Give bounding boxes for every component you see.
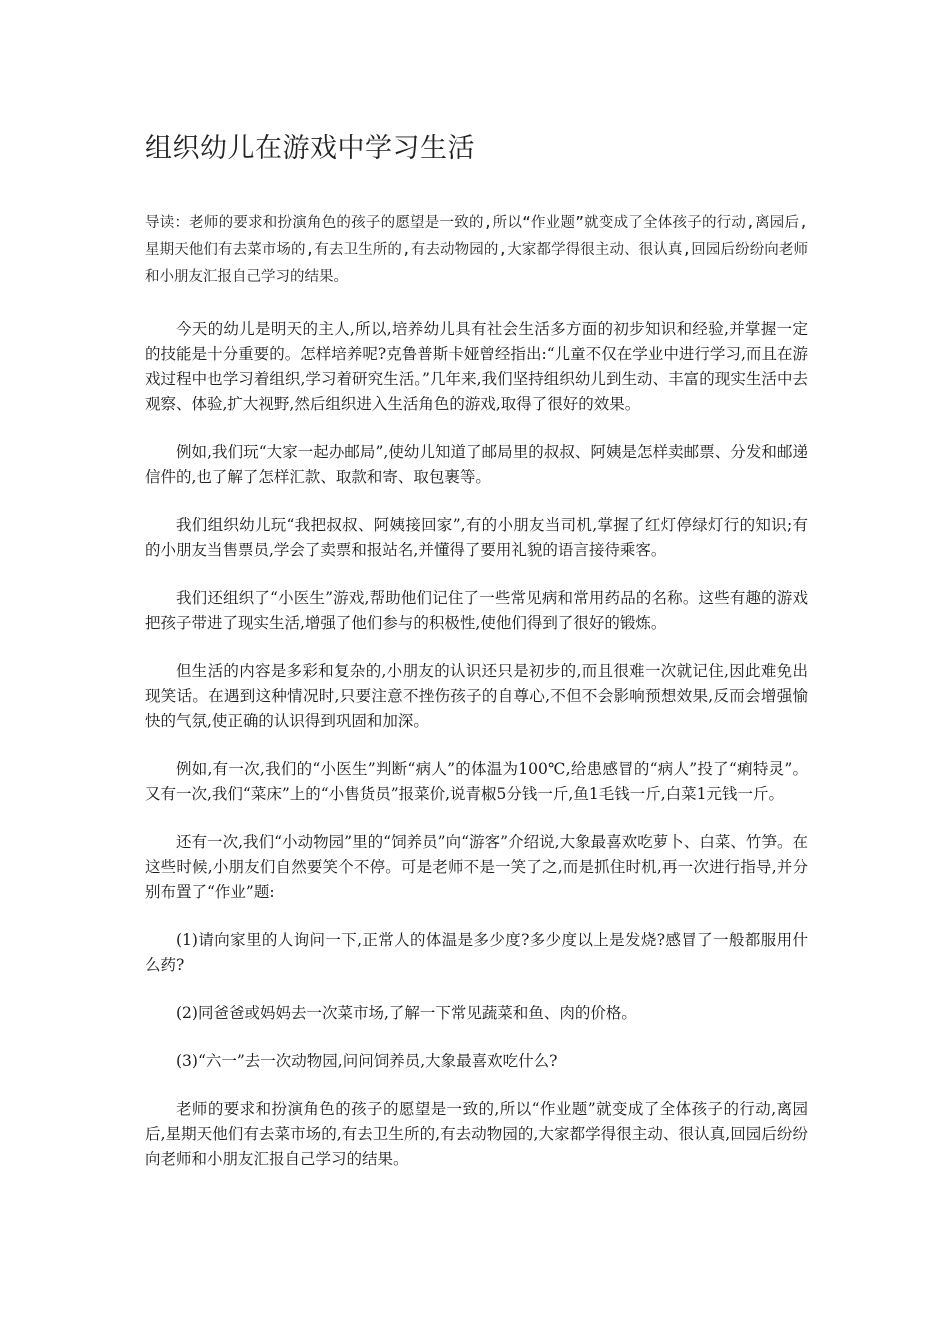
body-paragraph-6: 例如,有一次,我们的“小医生”判断“病人”的体温为100℃,给患感冒的“病人”投了“痢特灵”。又有一次,我们“菜床”上的“小售货员”报菜价,说青椒5分钱一斤,鱼1毛钱一斤,白菜1元钱一斤。 (145, 760, 808, 803)
document-page (145, 130, 808, 1195)
body-paragraph-4: 我们还组织了“小医生”游戏,帮助他们记住了一些常见病和常用药品的名称。这些有趣的游戏把孩子带进了现实生活,增强了他们参与的积极性,使他们得到了很好的锻炼。 (145, 589, 808, 632)
closing-paragraph: 老师的要求和扮演角色的孩子的愿望是一致的,所以“作业题”就变成了全体孩子的行动,离园后,星期天他们有去菜市场的,有去卫生所的,有去动物园的,大家都学得很主动、很认真,回园后纷纷向老师和小朋友汇报自己学习的结果。 (145, 1100, 808, 1168)
homework-item-1: (1)请向家里的人询问一下,正常人的体温是多少度?多少度以上是发烧?感冒了一般都服用什么药? (145, 931, 808, 974)
body-paragraph-2: 例如,我们玩“大家一起办邮局”,使幼儿知道了邮局里的叔叔、阿姨是怎样卖邮票、分发和邮递信件的,也了解了怎样汇款、取款和寄、取包裹等。 (145, 443, 808, 486)
intro-paragraph: 导读：老师的要求和扮演角色的孩子的愿望是一致的,所以“作业题”就变成了全体孩子的行动,离园后,星期天他们有去菜市场的,有去卫生所的,有去动物园的,大家都学得很主动、很认真,回园后纷纷向老师和小朋友汇报自己学习的结果。 (145, 215, 808, 285)
homework-item-2: (2)同爸爸或妈妈去一次菜市场,了解一下常见蔬菜和鱼、肉的价格。 (176, 1004, 637, 1022)
document-title: 组织幼儿在游戏中学习生活 (145, 133, 475, 164)
body-paragraph-5: 但生活的内容是多彩和复杂的,小朋友的认识还只是初步的,而且很难一次就记住,因此难免出现笑话。在遇到这种情况时,只要注意不挫伤孩子的自尊心,不但不会影响预想效果,反而会增强愉快的气氛,使正确的认识得到巩固和加深。 (145, 662, 808, 730)
body-paragraph-7: 还有一次,我们“小动物园”里的“饲养员”向“游客”介绍说,大象最喜欢吃萝卜、白菜、竹笋。在这些时候,小朋友们自然要笑个不停。可是老师不是一笑了之,而是抓住时机,再一次进行指导,并分别布置了“作业”题: (145, 833, 808, 901)
body-paragraph-3: 我们组织幼儿玩“我把叔叔、阿姨接回家”,有的小朋友当司机,掌握了红灯停绿灯行的知识;有的小朋友当售票员,学会了卖票和报站名,并懂得了要用礼貌的语言接待乘客。 (145, 516, 808, 559)
homework-item-3: (3)“六一”去一次动物园,问问饲养员,大象最喜欢吃什么? (176, 1052, 558, 1070)
body-paragraph-1: 今天的幼儿是明天的主人,所以,培养幼儿具有社会生活多方面的初步知识和经验,并掌握一定的技能是十分重要的。怎样培养呢?克鲁普斯卡娅曾经指出:“儿童不仅在学业中进行学习,而且在游戏过程中也学习着组织,学习着研究生活。”几年来,我们坚持组织幼儿到生动、丰富的现实生活中去观察、体验,扩大视野,然后组织进入生活角色的游戏,取得了很好的效果。 (145, 320, 808, 413)
